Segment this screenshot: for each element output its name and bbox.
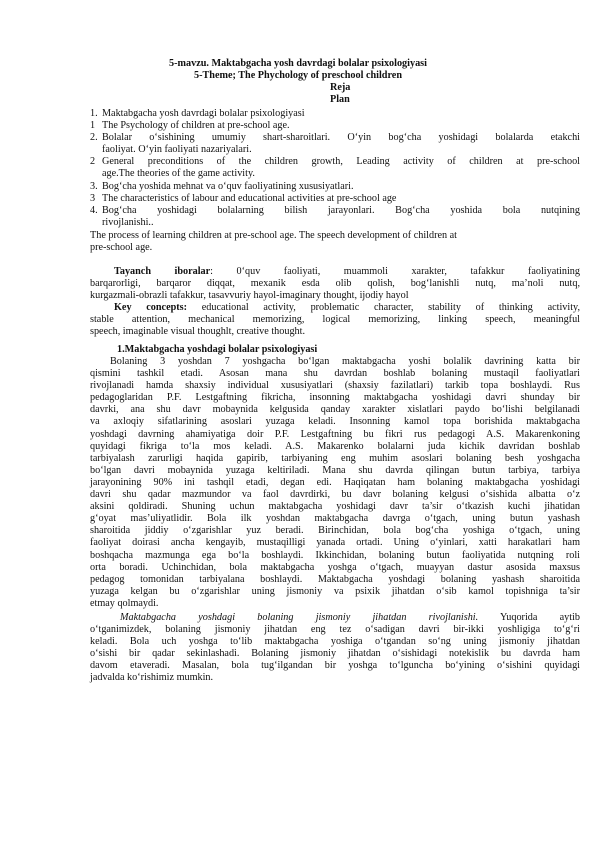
plan-text: Bolalar o‘sishining umumiy shart-sharoitlari. O‘yin bog‘cha yoshidagi bolalarda etakchi bbox=[102, 132, 580, 143]
plan-number: 1. bbox=[90, 108, 98, 119]
title-uz: 5-mavzu. Maktabgacha yosh davrdagi bolalar psixologiyasi bbox=[169, 58, 427, 69]
paragraph-line: Bolaning 3 yoshdan 7 yoshgacha bo‘lgan maktabgacha yoshi bolalik davrining katta bir bbox=[110, 356, 580, 367]
plan-label: Plan bbox=[330, 94, 350, 105]
paragraph-line: faoliyat doirasi ancha kengayib, mustaqilligi yanada ortadi. Uning o‘yinlari, xatti harakatlari ham bbox=[90, 537, 580, 549]
paragraph-line: etmay qolmaydi. bbox=[90, 597, 159, 609]
plan-number: 3 bbox=[90, 193, 96, 204]
plan-item bbox=[90, 132, 580, 156]
plan-number: 2 bbox=[90, 156, 96, 167]
plan-text: Bog‘cha yoshida mehnat va o‘quv faoliyatining xususiyatlari. bbox=[102, 181, 354, 192]
plan-number: 2. bbox=[90, 132, 98, 143]
plan-tail bbox=[90, 230, 580, 254]
paragraph-line: g‘oyat mas’uliyatlidir. Bola ilk yoshdan maktabgacha davrga o‘tgach, uning butun yashash bbox=[90, 513, 580, 525]
keywords-uz-label: Tayanch iboralar bbox=[114, 266, 211, 277]
keywords-en-text: educational activity, problematic character, stability of thinking activity, bbox=[187, 302, 581, 313]
paragraph-italic-lead: Maktabgacha yoshdagi bolaning jismoniy jihatdan rivojlanishi. bbox=[120, 612, 479, 623]
paragraph-line: orta boradi. Uchinchidan, bola maktabgacha yoshga o‘tgach, muayyan dastur asosida maxsus bbox=[90, 561, 580, 573]
keywords-en bbox=[90, 302, 580, 338]
plan-text: rivojlanishi.. bbox=[102, 217, 154, 228]
paragraph-line: tarbiyalash zarurligi haqida gapirib, tarbiyaning eng muhim asoslari bolaning besh yoshgacha bbox=[90, 452, 580, 464]
paragraph-line: jarayonining 90% ini tashqil etadi, degan edi. Haqiqatan ham bolaning maktabgacha yoshidagi bbox=[90, 476, 580, 488]
plan-item bbox=[90, 156, 580, 180]
plan-number: 3. bbox=[90, 181, 98, 192]
paragraph-line: va axloqiy sifatlarining asoslari yuzaga keladi. Insonning kamol topa borishida maktabgacha bbox=[90, 416, 580, 428]
paragraph-line: bo‘lgan davri mobaynida yuzaga keltiriladi. Mana shu davrda qilingan butun tarbiya, tarbiya bbox=[90, 464, 580, 476]
paragraph-line: aksini qoldiradi. Shuning uchun maktabgacha yoshidagi davr ta’sir o‘tkazish kuchi jihatidan bbox=[90, 501, 580, 513]
paragraph-line: jadvalda ko‘rishimiz mumkin. bbox=[90, 672, 214, 684]
keywords-en-label: Key concepts: bbox=[114, 302, 188, 313]
plan-tail-line: pre-school age. bbox=[90, 242, 153, 254]
paragraph-line: rivojlanadi hamda shaxsiy individual xususiyatlari (shaxsiy fazilatlari) tarkib topa boshlaydi. Rus bbox=[90, 380, 580, 392]
keywords-uz-text: barqarorligi, barqaror diqqat, mexanik esda olib qolish, bog‘lanishli nutq, ma’noli nutq, bbox=[90, 278, 580, 290]
section-heading: 1.Maktabgacha yoshdagi bolalar psixologiyasi bbox=[117, 344, 318, 355]
plan-text: The characteristics of labour and educational activities at pre-school age bbox=[102, 193, 397, 204]
paragraph-line: boshqacha mazmunga ega bo‘la boshlaydi. Ikkinchidan, bolaning butun faoliyatida nutqning roli bbox=[90, 549, 580, 561]
paragraph-2 bbox=[90, 612, 580, 685]
paragraph-line: keladi. Bola uch yoshga to‘lib maktabgacha yoshiga o‘tgandan so‘ng uning jismoniy jihatdan bbox=[90, 636, 580, 648]
plan-item bbox=[90, 205, 580, 229]
paragraph-line: quyidagi fikriga to‘la mos keladi. A.S. Makarenko bolalarni juda kichik davridan boshlab bbox=[90, 440, 580, 452]
keywords-uz bbox=[90, 266, 580, 302]
plan-text: age.The theories of the game activity. bbox=[102, 168, 255, 179]
plan-text: faoliyat. O‘yin faoliyati nazariyalari. bbox=[102, 144, 252, 155]
paragraph-line: davom etaveradi. Masalan, bola tug‘ilgandan bir yoshga to‘lguncha bo‘yining o‘sishini quyidagi bbox=[90, 660, 580, 672]
paragraph-line: o‘sishi bir qadar sekinlashadi. Bolaning jismoniy jihatdan o‘sishidagi notekislik bu davrda ham bbox=[90, 648, 580, 660]
paragraph-line: pedagoglaridan P.F. Lestgaftning fikricha, insonning maktabgacha yoshidagi davri shunday bir bbox=[90, 392, 580, 404]
plan-text: General preconditions of the children growth, Leading activity of children at pre-school bbox=[102, 156, 580, 167]
keywords-uz-text: kurgazmali-obrazli tafakkur, tasavvuriy hayol-imaginary thought, ijodiy hayol bbox=[90, 290, 409, 302]
plan-text: The Psychology of children at pre-school age. bbox=[102, 120, 290, 131]
plan-text: Maktabgacha yosh davrdagi bolalar psixologiyasi bbox=[102, 108, 305, 119]
paragraph-1 bbox=[90, 356, 580, 610]
paragraph-line: davri shu qadar mazmundor va faol davrdirki, bu davr bolaning kelgusi o‘sishida albatta o‘z bbox=[90, 489, 580, 501]
paragraph-line: davrki, ana shu davr mobaynida kelgusida qanday xarakter xislatlari paydo bo‘lishi belgilanadi bbox=[90, 404, 580, 416]
plan-tail-line: The process of learning children at pre-school age. The speech development of children at bbox=[90, 230, 457, 241]
paragraph-line: sharoitida jiddiy o‘zgarishlar yuz beradi. Birinchidan, bola bog‘cha yoshiga o‘tgach, uning bbox=[90, 525, 580, 537]
paragraph-line: o‘tganimizdek, bolaning jismoniy jihatdan eng tez o‘sadigan davri bir-ikki yoshligiga to‘g‘ri bbox=[90, 624, 580, 636]
paragraph-line: yuzaga kelgan bu o‘zgarishlar uning jismoniy va psixik jihatdan o‘sib kamol topishniga ta’sir bbox=[90, 585, 580, 597]
plan-text: Bog‘cha yoshidagi bolalarning bilish jarayonlari. Bog‘cha yoshida bola nutqining bbox=[102, 205, 580, 216]
paragraph-line: yoshdagi davrning ahamiyatiga doir P.F. Lestgaftning bu fikri rus pedagogi A.S. Makarenkoning bbox=[90, 428, 580, 440]
paragraph-line: pedagog tomonidan tarbiyalana boshlaydi. Maktabgacha yoshdagi bolaning yashash sharoitida bbox=[90, 573, 580, 585]
paragraph-line: qismini tashkil etadi. Asosan mana shu davrdan boshlab bolaning mustaqil faoliyatlari bbox=[90, 368, 580, 380]
plan-number: 1 bbox=[90, 120, 96, 131]
reja-label: Reja bbox=[330, 82, 351, 93]
keywords-en-text: speech, imaginable visual thoughlt, creative thought. bbox=[90, 326, 306, 338]
plan-number: 4. bbox=[90, 205, 98, 216]
keywords-en-text: stable attention, mechanical memorizing, logical memorizing, linking speech, meaningful bbox=[90, 314, 580, 326]
paragraph-line: Yuqorida aytib bbox=[478, 612, 580, 623]
keywords-uz-text: : 0‘quv faoliyati, muammoli xarakter, tafakkur faoliyatining bbox=[210, 266, 580, 277]
title-en: 5-Theme; The Phychology of preschool children bbox=[194, 70, 402, 81]
